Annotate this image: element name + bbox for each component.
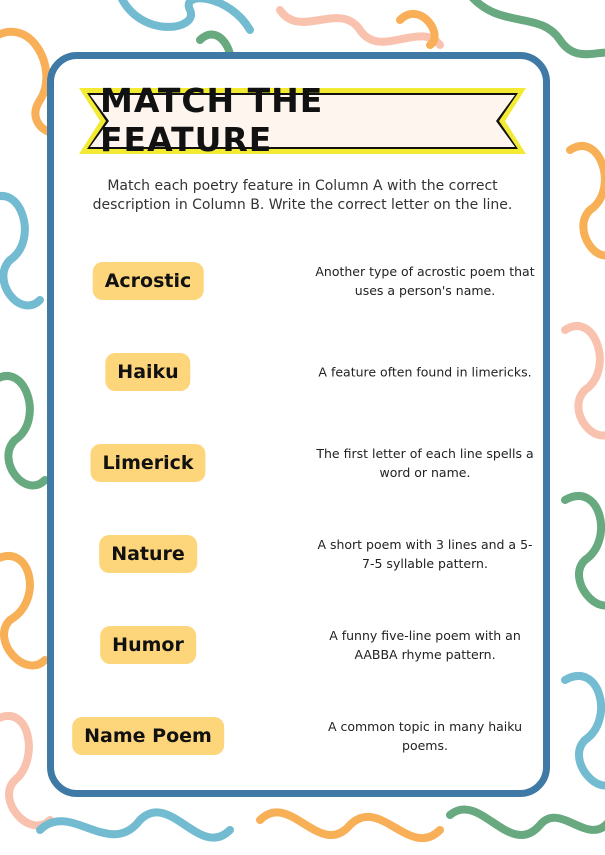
description-text: Another type of acrostic poem that uses a person's name.	[315, 264, 535, 298]
match-row	[70, 251, 535, 311]
description-text: A funny five-line poem with an AABBA rhyme pattern.	[329, 628, 521, 662]
match-row	[70, 433, 534, 493]
match-row	[70, 342, 530, 402]
feature-tag: Nature	[99, 535, 197, 573]
page-title: MATCH THE FEATURE	[100, 81, 324, 159]
feature-tag: Humor	[100, 626, 196, 664]
feature-tag: Name Poem	[72, 717, 224, 755]
instructions-text: Match each poetry feature in Column A with the correct description in Column B. Write the correct letter on the line.	[92, 178, 513, 213]
description-text: A common topic in many haiku poems.	[327, 719, 523, 753]
worksheet-card	[47, 52, 550, 797]
feature-tag: Haiku	[105, 353, 190, 391]
feature-tag: Acrostic	[93, 262, 204, 300]
description-text: A feature often found in limericks.	[318, 364, 532, 380]
match-row	[70, 524, 533, 584]
description-text: The first letter of each line spells a word or name.	[316, 446, 534, 480]
feature-tag: Limerick	[90, 444, 205, 482]
description-text: A short poem with 3 lines and a 5-7-5 syllable pattern.	[317, 537, 533, 571]
match-row	[70, 615, 530, 675]
match-row	[70, 706, 530, 766]
